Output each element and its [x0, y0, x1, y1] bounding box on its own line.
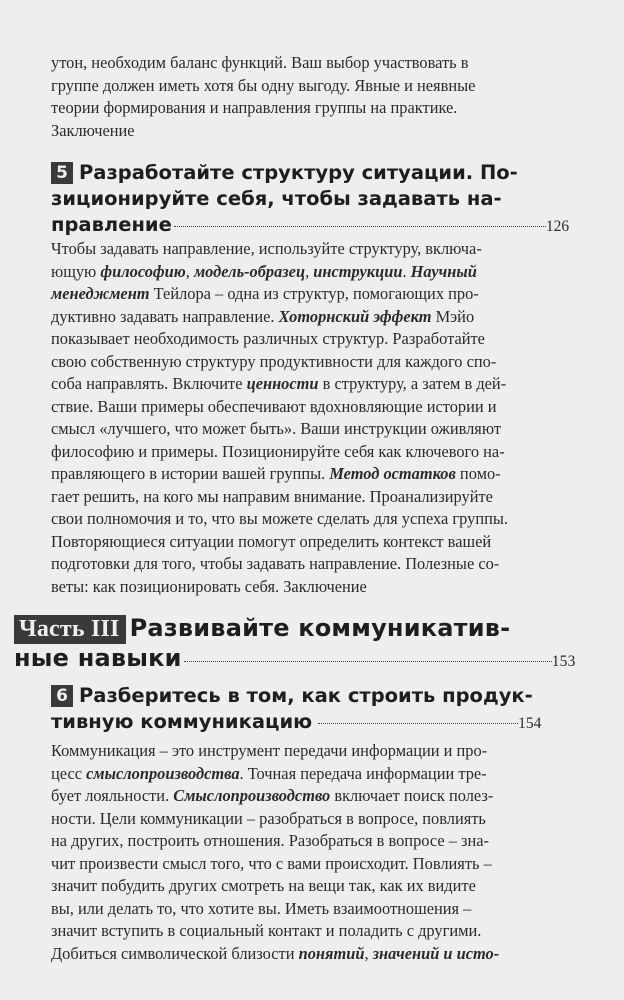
text-line: группе должен иметь хотя бы одну выгоду. Явные и неявные	[51, 75, 476, 95]
part-label-badge: Часть III	[14, 615, 126, 644]
text-line: теории формирования и направления группы на практике.	[51, 98, 458, 117]
term: Смыслопроизводство	[173, 786, 331, 805]
text-fragment: ющую	[51, 261, 101, 281]
page-number: 154	[518, 715, 542, 732]
text-line: вы, или делать то, что хотите вы. Иметь взаимоотношения –	[51, 898, 472, 918]
text-line: ности. Цели коммуникации – разобраться в вопросе, повлиять	[51, 808, 486, 828]
part-3-heading	[14, 614, 579, 676]
chapter-title-line: тивную коммуникацию	[51, 710, 313, 733]
text-line: ствие. Ваши примеры обеспечивают вдохновляющие истории и	[51, 396, 497, 416]
text-line: подготовки для того, чтобы задавать направление. Полезные со-	[51, 554, 500, 573]
text-fragment: цесс	[51, 763, 87, 783]
text-line: Повторяющиеся ситуации помогут определить контекст вашей	[51, 531, 492, 551]
text-line: значит побудить других смотреть на вещи так, как их видите	[51, 876, 476, 895]
text-line: философию и примеры. Позиционируйте себя как ключевого на-	[51, 441, 505, 461]
chapter-6-heading	[51, 683, 579, 737]
text-fragment: ,	[185, 261, 194, 281]
text-fragment: соба направлять. Включите	[51, 374, 247, 393]
text-line: веты: как позиционировать себя. Заключение	[51, 576, 367, 596]
text-line: чит произвести смысл того, что с вами происходит. Повлиять –	[51, 853, 492, 873]
dot-leader	[184, 661, 552, 662]
text-line: на других, построить отношения. Разобраться в вопросе – зна-	[51, 831, 489, 850]
term: Метод остатков	[329, 464, 456, 483]
chapter-6-summary	[51, 740, 579, 965]
chapter-5-summary	[51, 238, 579, 598]
text-line: смысл «лучшего, что может быть». Ваши инструкции оживляют	[51, 419, 502, 438]
text-line: Чтобы задавать направление, используйте структуру, включа-	[51, 239, 482, 258]
chapter-title-line: Разберитесь в том, как строить продук-	[79, 684, 533, 707]
term: Хоторнский эффект	[278, 306, 432, 326]
text-fragment: включает поиск полез-	[330, 786, 494, 805]
text-line: показывает необходимость различных структур. Разработайте	[51, 329, 485, 348]
text-fragment: Добиться символической близости	[51, 943, 299, 963]
text-line: свою собственную структуру продуктивности для каждого спо-	[51, 351, 497, 371]
text-line: Коммуникация – это инструмент передачи информации и про-	[51, 741, 488, 760]
term: ценности	[246, 374, 319, 393]
chapter-5-heading	[51, 160, 579, 240]
term: смыслопроизводства	[86, 763, 240, 783]
term: понятий	[298, 943, 365, 963]
text-fragment: .	[402, 261, 411, 281]
text-fragment: ,	[364, 943, 373, 963]
chapter-number-badge: 6	[51, 685, 73, 707]
text-line: гает решить, на кого мы направим внимание. Проанализируйте	[51, 486, 493, 506]
dot-leader	[318, 723, 518, 724]
term: инструкции	[313, 261, 403, 281]
page-number: 126	[545, 218, 570, 235]
text-fragment: помо-	[455, 464, 501, 483]
chapter-title-line: зиционируйте себя, чтобы задавать на-	[51, 187, 502, 210]
term: философию	[100, 261, 186, 281]
term: менеджмент	[51, 284, 150, 303]
page-number: 153	[551, 653, 576, 670]
text-fragment: ,	[305, 261, 314, 281]
text-line: Заключение	[51, 120, 135, 140]
dot-leader	[174, 226, 546, 227]
term: Научный	[410, 261, 477, 281]
term: модель-образец	[193, 261, 306, 281]
text-fragment: Мэйо	[431, 306, 475, 326]
term: значений и исто-	[372, 943, 500, 963]
part-title-line: Развивайте коммуникатив-	[129, 614, 511, 642]
chapter-title-line: Разработайте структуру ситуации. По-	[79, 161, 518, 184]
part-title-line: ные навыки	[14, 644, 182, 672]
text-line: значит вступить в социальный контакт и поладить с другими.	[51, 921, 482, 940]
text-fragment: дуктивно задавать направление.	[51, 306, 279, 326]
text-fragment: . Точная передача информации тре-	[239, 763, 487, 783]
intro-paragraph	[51, 52, 579, 142]
text-line: свои полномочия и то, что вы можете сделать для успеха группы.	[51, 509, 508, 528]
text-fragment: Тейлора – одна из структур, помогающих про-	[149, 284, 479, 303]
text-fragment: правляющего в истории вашей группы.	[51, 464, 330, 483]
text-fragment: в структуру, а затем в дей-	[318, 374, 507, 393]
chapter-title-line: правление	[51, 213, 172, 236]
text-fragment: бует лояльности.	[51, 786, 174, 805]
text-line: утон, необходим баланс функций. Ваш выбор участвовать в	[51, 53, 469, 72]
chapter-number-badge: 5	[51, 162, 73, 184]
